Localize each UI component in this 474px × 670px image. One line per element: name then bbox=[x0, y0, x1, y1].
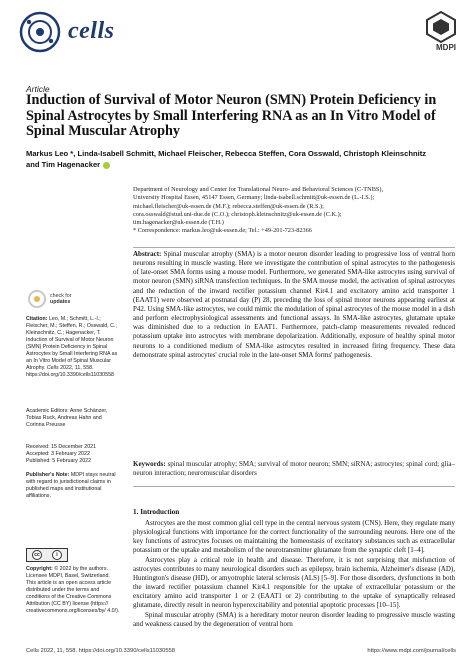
footer-citation[interactable]: Cells 2022, 11, 558. https://doi.org/10.3390/cells11030558 bbox=[26, 648, 176, 654]
abstract-text: Spinal muscular atrophy (SMA) is a motor neuron disorder leading to progressive loss of ventral horn neurons resulting in muscle wasting. Here we investigate the contribution of spinal astrocytes to the pathogenesis of late-onset SMA forms using a mouse model. Furthermore, we generated SMA-like astrocytes using survival of motor neuron (SMN) siRNA transfection techniques. In the SMA mouse model, the activation of spinal astrocytes and the reduction of the inward rectifier potassium channel Kir4.1 and excitatory amino acid transporter 1 (EAAT1) were observed at postnatal day (P) 28, preceding the loss of spinal motor neurons appearing earliest at P42. Using SMA-like astrocytes, we could mimic the modulation of spinal astrocytes of the mouse model in a dish and perform electrophysiological assessments and functional assays. In SMA-like astrocytes, glutamate uptake was diminished due to a reduction in EAAT1. Furthermore, patch-clamp measurements revealed reduced potassium uptake into astrocytes with membrane depolarization. Additionally, exposure of healthy spinal motor neurons to a conditioned medium of SMA-like astrocytes resulted in increased firing frequency. These data demonstrate spinal astrocytes' crucial role in the late-onset SMA forms' pathogenesis. bbox=[133, 250, 455, 359]
cells-logo-icon bbox=[18, 10, 62, 54]
orcid-icon[interactable] bbox=[103, 162, 110, 169]
affiliation bbox=[133, 186, 453, 236]
affiliation-line: tim.hagenacker@uk-essen.de (T.H.) bbox=[133, 219, 224, 227]
crossmark-icon bbox=[28, 290, 46, 308]
footer-journal-link[interactable]: https://www.mdpi.com/journal/cells bbox=[367, 648, 456, 654]
affiliation-line: cora.osswald@stud.uni-due.de (C.O.); christoph.kleinschnitz@uk-essen.de (C.K.); bbox=[133, 210, 342, 218]
keywords-text: spinal muscular atrophy; SMA; survival of motor neuron; SMN; siRNA; astrocytes; spinal cord; glia–neuron interaction; neuromuscular disorders bbox=[133, 460, 455, 478]
correspondence-line: * Correspondence: markus.leo@uk-essen.de; Tel.: +49-201-723-82366 bbox=[133, 227, 312, 235]
abstract bbox=[133, 250, 455, 360]
check-for-updates-button[interactable] bbox=[26, 288, 86, 310]
cc-icon: cc bbox=[32, 550, 42, 560]
section-heading: 1. Introduction bbox=[133, 508, 180, 516]
authors-line-2: and Tim Hagenacker bbox=[26, 160, 101, 169]
article-title: Induction of Survival of Motor Neuron (SMN) Protein Deficiency in Spinal Astrocytes by Small Interfering RNA as an In Vitro Model of Spinal Muscular Atrophy bbox=[26, 92, 437, 139]
citation-block: Citation: Leo, M.; Schmitt, L.-I.; Fleischer, M.; Steffen, R.; Osswald, C.; Kleinschnitz, C.; Hagenacker, T. Induction of Survival of Motor Neuron (SMN) Protein Deficiency in Spinal Astrocytes by Small Interfering RNA as an In Vitro Model of Spinal Muscular Atrophy. Cells 2022, 11, 558. https://doi.org/10.3390/cells11030558 bbox=[26, 316, 118, 378]
academic-editors: Academic Editors: Anne Schänzer, Tobias Ruck, Andreas Hahn and Corinna Preusse bbox=[26, 408, 108, 428]
mdpi-logo-icon bbox=[424, 10, 458, 44]
check-updates-label: check for updates bbox=[50, 293, 72, 306]
introduction-body bbox=[133, 519, 455, 629]
affiliation-line: Department of Neurology and Center for Translational Neuro- and Behavioral Sciences (C-TNBS), bbox=[133, 186, 384, 193]
copyright-block: Copyright: © 2022 by the authors. Licensee MDPI, Basel, Switzerland. This article is an open access article distributed under the terms and conditions of the Creative Commons Attribution (CC BY) license (https:// creativecommons.org/licenses/by/ 4.0/). bbox=[26, 566, 120, 614]
affiliation-line: University Hospital Essen, 45147 Essen, Germany; linda-isabell.schmitt@uk-essen.de (L.-I.S.); bbox=[133, 194, 375, 202]
paragraph: Spinal muscular atrophy (SMA) is a hereditary motor neuron disorder leading to progressive muscle wasting and weakness caused by the degeneration of ventral horn bbox=[133, 610, 455, 628]
paragraph: Astrocytes play a critical role in health and disease. Therefore, it is not surprising that misfunction of astrocytes contributes to many neurological disorders such as epilepsy, brain ischemia, Alzheimer's disease (AD), Huntington's disease (HD), or amyotrophic lateral sclerosis (ALS) [5–9]. For those disorders, dysfunctions in both the inward rectifier potassium channel Kir4.1 responsible for the uptake of extracellular potassium or the excitatory amino acid transporter 1 or 2 (EAAT1 or 2) contributing to the uptake of synaptically released glutamate, directly result in neuron hyperexcitability and potential apoptotic processes [10–15]. bbox=[133, 555, 455, 610]
affiliation-line: michael.fleischer@uk-essen.de (M.F.); rebecca.steffen@uk-essen.de (R.S.); bbox=[133, 202, 324, 210]
author-list bbox=[26, 148, 456, 170]
abstract-label: Abstract: bbox=[133, 250, 162, 258]
divider bbox=[133, 486, 455, 487]
article-type: Article bbox=[26, 84, 50, 94]
keywords bbox=[133, 460, 455, 478]
citation-doi-link[interactable]: 2022, 11, 558. https://doi.org/10.3390/cells11030558 bbox=[26, 365, 114, 378]
paragraph: Astrocytes are the most common glial cell type in the central nervous system (CNS). Here, they regulate many physiological functions with importance for the correct functionality of the surrounding neurons. Here one of the key functions of astrocytes focuses on maintaining the homeostasis of excitatory substances such as extracellular potassium or the uptake and metabolism of the neurotransmitter glutamate from the synaptic cleft [1–4]. bbox=[133, 519, 455, 555]
journal-header bbox=[12, 10, 462, 60]
authors-line-1: Markus Leo *, Linda-Isabell Schmitt, Michael Fleischer, Rebecca Steffen, Cora Osswald, Christoph Kleinschnitz bbox=[26, 149, 427, 158]
keywords-label: Keywords: bbox=[133, 460, 166, 468]
divider bbox=[133, 247, 455, 248]
cc-by-license-badge[interactable] bbox=[26, 548, 68, 562]
publication-dates: Received: 15 December 2021 Accepted: 3 February 2022 Published: 5 February 2022 bbox=[26, 444, 97, 464]
publisher-note: Publisher's Note: MDPI stays neutral with regard to jurisdictional claims in published maps and institutional affiliations. bbox=[26, 472, 116, 499]
by-icon: i bbox=[52, 550, 62, 560]
journal-name: cells bbox=[68, 18, 115, 44]
mdpi-label: MDPI bbox=[436, 43, 456, 52]
page-footer bbox=[26, 648, 456, 654]
